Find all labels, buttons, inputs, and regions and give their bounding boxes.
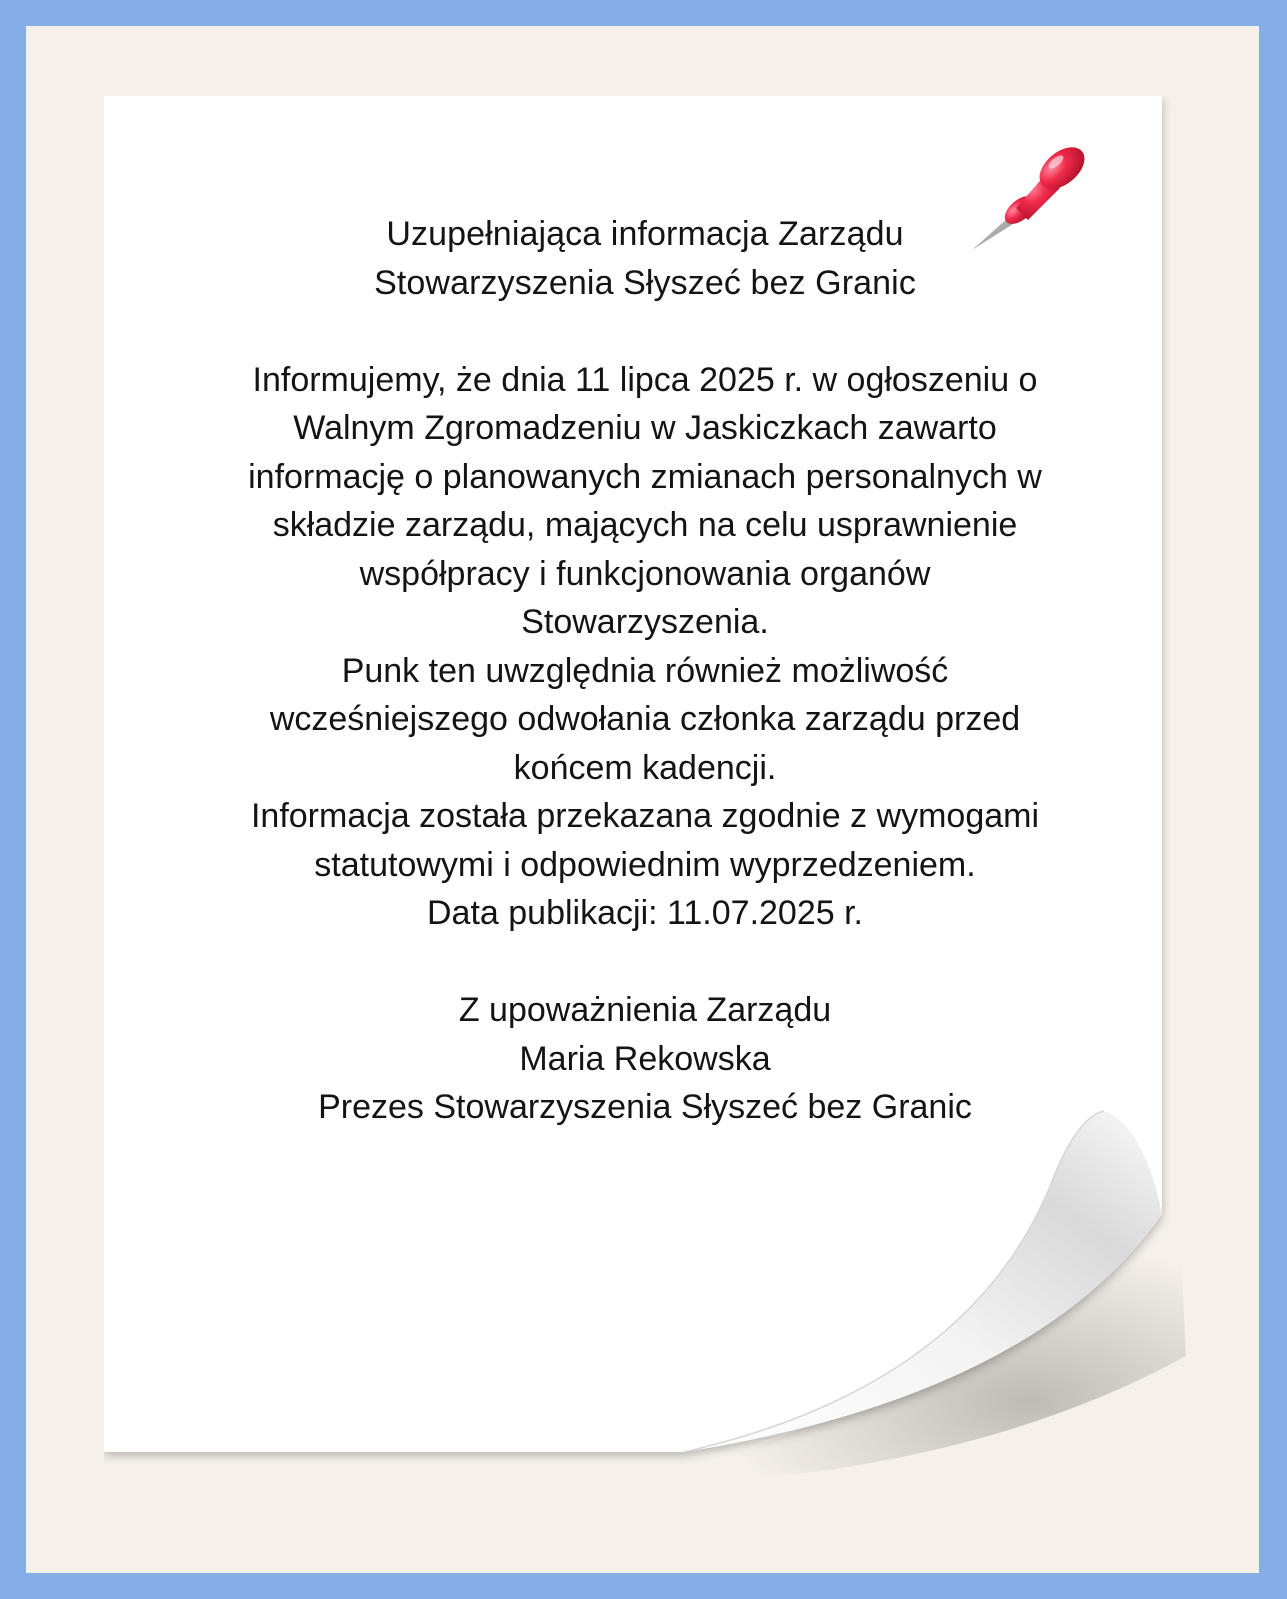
- signature-block: [104, 986, 1186, 1132]
- body-line: Informacja została przekazana zgodnie z wymogami: [250, 797, 1040, 835]
- body-line: wcześniejszego odwołania członka zarządu przed: [269, 700, 1021, 738]
- body-line: Punk ten uwzględnia również możliwość: [341, 651, 949, 690]
- body-line: współpracy i funkcjonowania organów: [359, 554, 931, 593]
- notice-body: [104, 356, 1186, 938]
- body-line: końcem kadencji.: [513, 748, 777, 787]
- body-line: Informujemy, że dnia 11 lipca 2025 r. w ogłoszeniu o: [252, 360, 1038, 399]
- body-line: statutowymi i odpowiednim wyprzedzeniem.: [314, 845, 976, 884]
- body-line: składzie zarządu, mających na celu usprawnienie: [272, 506, 1018, 544]
- notice-text: [104, 210, 1186, 1132]
- signature-name: Maria Rekowska: [519, 1039, 771, 1078]
- signature-line: Z upoważnienia Zarządu: [458, 991, 832, 1029]
- signature-role: Prezes Stowarzyszenia Słyszeć bez Granic: [318, 1088, 972, 1126]
- body-line: informację o planowanych zmianach personalnych w: [248, 457, 1042, 496]
- title-line: Uzupełniająca informacja Zarządu: [386, 215, 904, 253]
- body-line: Walnym Zgromadzeniu w Jaskiczkach zawarto: [293, 409, 997, 447]
- body-line: Stowarzyszenia.: [521, 603, 769, 641]
- notice-title: [104, 210, 1186, 307]
- publication-date: Data publikacji: 11.07.2025 r.: [427, 894, 863, 932]
- title-line: Stowarzyszenia Słyszeć bez Granic: [374, 263, 916, 302]
